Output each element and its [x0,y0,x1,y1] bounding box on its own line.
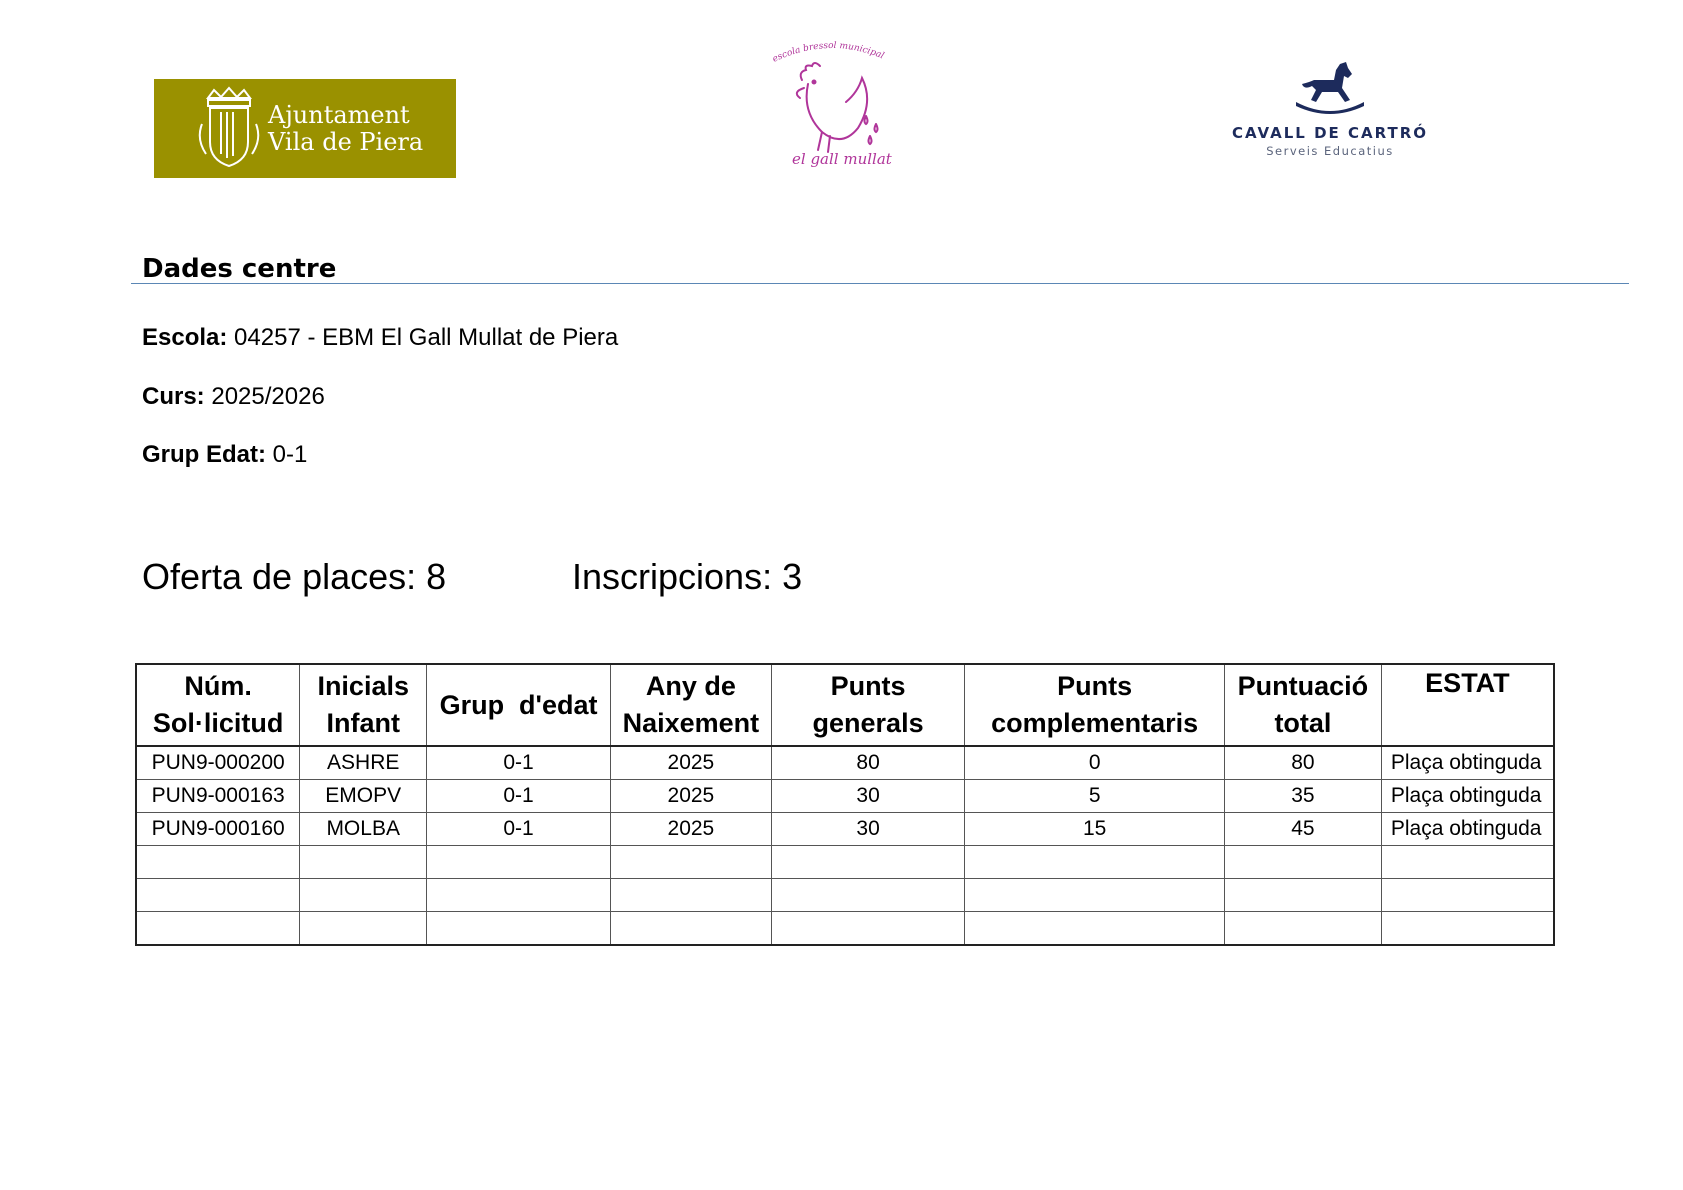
cell-grup-edat [427,912,611,946]
cell-puntuacio-total: 45 [1225,813,1382,846]
cell-punts-complementaris [965,912,1225,946]
cell-estat [1381,912,1554,946]
gall-mullat-logo [762,32,902,180]
cell-num-sollicitud: PUN9-000200 [136,746,300,780]
cell-punts-generals [771,846,965,879]
ajuntament-logo [154,79,456,178]
table-row [136,746,1554,780]
cell-any-naixement: 2025 [610,746,771,780]
table-row [136,912,1554,946]
curs-label: Curs: [142,383,205,410]
cell-punts-generals: 30 [771,780,965,813]
cell-grup-edat: 0-1 [427,813,611,846]
cell-any-naixement [610,879,771,912]
cell-any-naixement [610,846,771,879]
cell-estat: Plaça obtinguda [1381,780,1554,813]
cell-punts-generals: 30 [771,813,965,846]
cell-punts-complementaris: 15 [965,813,1225,846]
header-puntuacio-total: Puntuació total [1225,664,1382,746]
header-estat: ESTAT [1381,664,1554,746]
cell-puntuacio-total: 35 [1225,780,1382,813]
coat-of-arms-icon [194,84,264,174]
cell-num-sollicitud [136,846,300,879]
cell-num-sollicitud: PUN9-000160 [136,813,300,846]
grup-edat-label: Grup Edat: [142,441,266,468]
escola-line [142,324,618,352]
cell-any-naixement: 2025 [610,813,771,846]
section-divider [131,283,1629,284]
cell-punts-generals [771,879,965,912]
header-punts-generals: Punts generals [771,664,965,746]
table-row [136,879,1554,912]
ajuntament-line1: Ajuntament [268,100,410,129]
cavall-subtitle: Serveis Educatius [1266,144,1394,158]
gall-name: el gall mullat [792,150,892,168]
cell-punts-complementaris [965,846,1225,879]
cell-num-sollicitud [136,912,300,946]
cell-estat [1381,879,1554,912]
escola-label: Escola: [142,324,228,351]
cell-any-naixement: 2025 [610,780,771,813]
rocking-horse-icon [1290,60,1370,120]
cell-inicials-infant [300,846,427,879]
section-title: Dades centre [142,254,337,284]
cell-punts-complementaris: 5 [965,780,1225,813]
cell-inicials-infant: EMOPV [300,780,427,813]
cell-puntuacio-total [1225,879,1382,912]
cell-inicials-infant: ASHRE [300,746,427,780]
table-header-row [136,664,1554,746]
cell-inicials-infant: MOLBA [300,813,427,846]
gall-arc-text: escola bressol municipal [771,40,886,65]
cell-grup-edat: 0-1 [427,780,611,813]
table-row [136,846,1554,879]
cell-inicials-infant [300,912,427,946]
inscripcions: Inscripcions: 3 [572,556,803,597]
header-any-naixement: Any de Naixement [610,664,771,746]
cell-num-sollicitud: PUN9-000163 [136,780,300,813]
header-inicials-infant: Inicials Infant [300,664,427,746]
cell-punts-generals: 80 [771,746,965,780]
cell-grup-edat [427,846,611,879]
cell-punts-complementaris: 0 [965,746,1225,780]
cell-num-sollicitud [136,879,300,912]
escola-value: 04257 - EBM El Gall Mullat de Piera [234,324,619,351]
header-grup-edat: Grup d'edat [427,664,611,746]
cell-puntuacio-total [1225,846,1382,879]
cell-estat: Plaça obtinguda [1381,746,1554,780]
grup-edat-line [142,441,307,469]
cell-puntuacio-total: 80 [1225,746,1382,780]
cell-grup-edat: 0-1 [427,746,611,780]
header-punts-complementaris: Punts complementaris [965,664,1225,746]
header-num-sollicitud: Núm. Sol·licitud [136,664,300,746]
cavall-de-cartro-logo [1225,60,1435,170]
grup-edat-value: 0-1 [272,441,308,468]
cell-grup-edat [427,879,611,912]
cell-estat: Plaça obtinguda [1381,813,1554,846]
cavall-brand: CAVALL DE CARTRÓ [1231,124,1429,142]
svg-text:escola bressol municipal [771,41,885,65]
cell-punts-complementaris [965,879,1225,912]
table-row [136,780,1554,813]
ajuntament-line2: Vila de Piera [268,127,424,156]
table-row [136,813,1554,846]
cell-puntuacio-total [1225,912,1382,946]
cell-estat [1381,846,1554,879]
curs-value: 2025/2026 [211,383,325,410]
results-table [135,663,1555,946]
oferta-places: Oferta de places: 8 [142,556,447,597]
cell-any-naixement [610,912,771,946]
curs-line [142,383,325,411]
cell-inicials-infant [300,879,427,912]
cell-punts-generals [771,912,965,946]
